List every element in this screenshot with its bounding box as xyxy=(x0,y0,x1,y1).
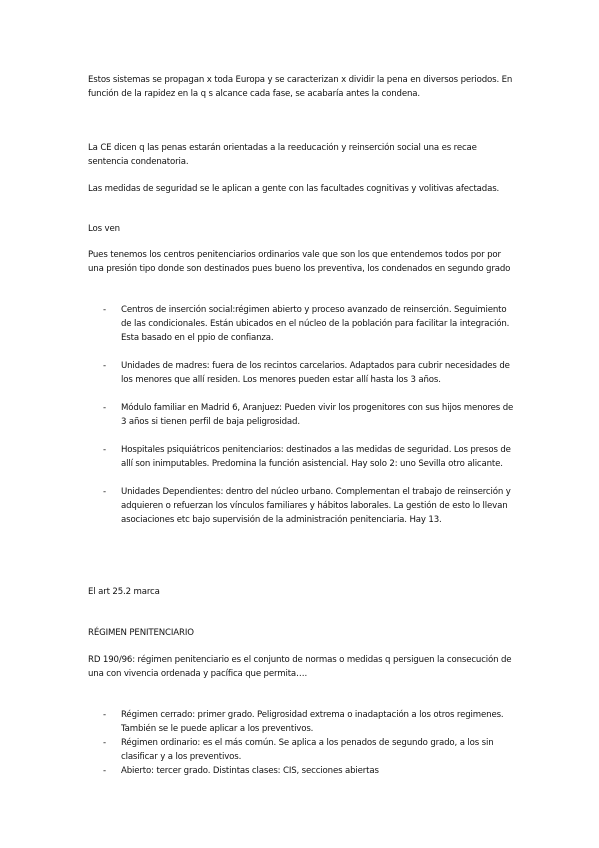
bullet-dash: - xyxy=(103,361,106,371)
list-item xyxy=(88,401,518,429)
bullet-dash: - xyxy=(103,487,106,497)
regimen-list xyxy=(88,708,518,778)
list-item xyxy=(88,764,518,778)
list-item-text: Unidades Dependientes: dentro del núcleo urbano. Complementan el trabajo de reinserción y adquieren o refuerzan los vínculos familiares y hábitos laborales. La gestión de esto lo llevan asociaciones etc bajo supervisión de la administración penitenciaria. Hay 13. xyxy=(121,487,511,525)
centros-list xyxy=(88,303,518,527)
bullet-dash: - xyxy=(103,738,106,748)
list-item xyxy=(88,736,518,764)
bullet-dash: - xyxy=(103,403,106,413)
list-item-text: Módulo familiar en Madrid 6, Aranjuez: Pueden vivir los progenitores con sus hijos menores de 3 años si tienen perfil de baja peligrosidad. xyxy=(121,403,514,427)
bullet-dash: - xyxy=(103,710,106,720)
paragraph-rd-190: RD 190/96: régimen penitenciario es el conjunto de normas o medidas q persiguen la consecución de una con vivencia ordenada y pacífica que permita…. xyxy=(88,655,512,679)
list-item-text: Régimen ordinario: es el más común. Se aplica a los penados de segundo grado, a los sin clasificar y a los preventivos. xyxy=(121,738,494,762)
section-heading: RÉGIMEN PENITENCIARIO xyxy=(88,628,194,638)
list-item xyxy=(88,359,518,387)
paragraph-sistemas: Estos sistemas se propagan x toda Europa y se caracterizan x dividir la pena en diversos periodos. En función de la rapidez en la q s alcance cada fase, se acabaría antes la condena. xyxy=(88,75,513,99)
list-item xyxy=(88,485,518,527)
paragraph-centros-ordinarios: Pues tenemos los centros penitenciarios ordinarios vale que son los que entendemos todos por por una presión tipo donde son destinados pues bueno los preventiva, los condenados en segundo grado xyxy=(88,250,511,274)
list-item-text: Régimen cerrado: primer grado. Peligrosidad extrema o inadaptación a los otros regimenes. También se le puede aplicar a los preventivos. xyxy=(121,710,504,734)
paragraph-art-25: El art 25.2 marca xyxy=(88,587,160,597)
paragraph-los-ven: Los ven xyxy=(88,224,120,234)
bullet-dash: - xyxy=(103,445,106,455)
list-item xyxy=(88,443,518,471)
list-item-text: Unidades de madres: fuera de los recintos carcelarios. Adaptados para cubrir necesidades de los menores que allí residen. Los menores pueden estar allí hasta los 3 años. xyxy=(121,361,510,385)
paragraph-medidas-seguridad: Las medidas de seguridad se le aplican a gente con las facultades cognitivas y volitivas afectadas. xyxy=(88,184,500,194)
paragraph-ce: La CE dicen q las penas estarán orientadas a la reeducación y reinserción social una es recae sentencia condenatoria. xyxy=(88,143,477,167)
list-item-text: Centros de inserción social:régimen abierto y proceso avanzado de reinserción. Seguimiento de las condicionales. Están ubicados en el núcleo de la población para facilitar la integración. Esta basado en el ppio de confianza. xyxy=(121,305,510,343)
list-item xyxy=(88,303,518,345)
bullet-dash: - xyxy=(103,305,106,315)
list-item-text: Abierto: tercer grado. Distintas clases: CIS, secciones abiertas xyxy=(121,766,379,776)
bullet-dash: - xyxy=(103,766,106,776)
list-item-text: Hospitales psiquiátricos penitenciarios: destinados a las medidas de seguridad. Los presos de allí son inimputables. Predomina la función asistencial. Hay solo 2: uno Sevilla otro alicante. xyxy=(121,445,511,469)
list-item xyxy=(88,708,518,736)
